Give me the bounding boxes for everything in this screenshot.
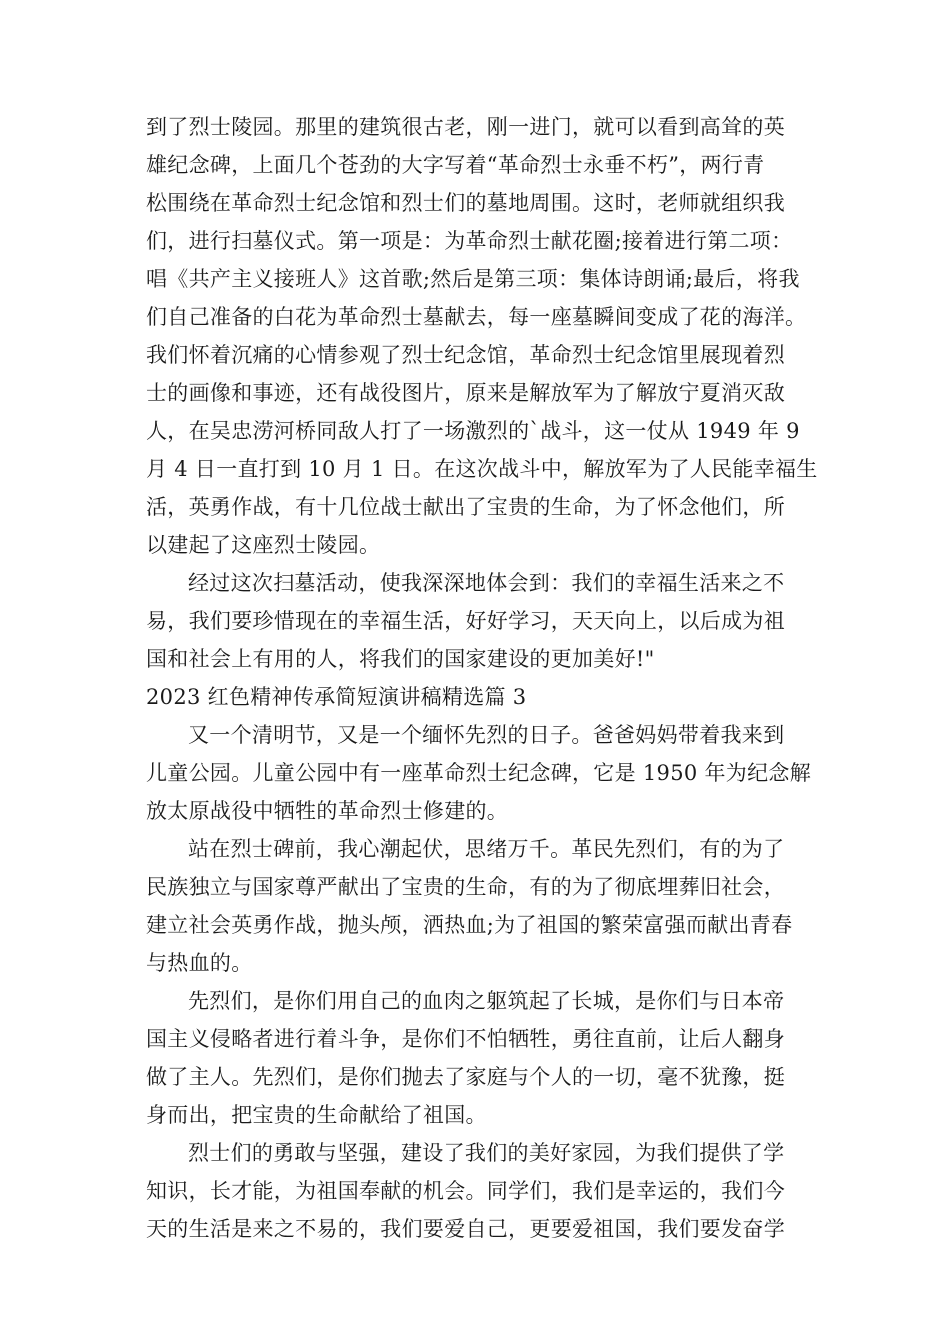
- text-line: 们自己准备的白花为革命烈士墓献去，每一座墓瞬间变成了花的海洋。: [146, 305, 807, 329]
- text-line: 身而出，把宝贵的生命献给了祖国。: [146, 1103, 487, 1127]
- text-line: 建立社会英勇作战，抛头颅，洒热血;为了祖国的繁荣富强而献出青春: [146, 913, 793, 937]
- text-line: 又一个清明节，又是一个缅怀先烈的日子。爸爸妈妈带着我来到: [188, 723, 785, 747]
- text-line: 与热血的。: [146, 951, 253, 975]
- text-line: 先烈们，是你们用自己的血肉之躯筑起了长城，是你们与日本帝: [188, 989, 785, 1013]
- text-line: 国和社会上有用的人，将我们的国家建设的更加美好!": [146, 647, 655, 671]
- text-line: 活，英勇作战，有十几位战士献出了宝贵的生命，为了怀念他们，所: [146, 495, 785, 519]
- text-line: 国主义侵略者进行着斗争，是你们不怕牺牲，勇往直前，让后人翻身: [146, 1027, 785, 1051]
- text-line: 民族独立与国家尊严献出了宝贵的生命，有的为了彻底埋葬旧社会，: [146, 875, 785, 899]
- text-line: 以建起了这座烈士陵园。: [146, 533, 381, 557]
- text-line: 做了主人。先烈们，是你们抛去了家庭与个人的一切，毫不犹豫，挺: [146, 1065, 785, 1089]
- text-line: 士的画像和事迹，还有战役图片，原来是解放军为了解放宁夏消灭敌: [146, 381, 785, 405]
- text-line: 我们怀着沉痛的心情参观了烈士纪念馆，革命烈士纪念馆里展现着烈: [146, 343, 785, 367]
- text-line: 放太原战役中牺牲的革命烈士修建的。: [146, 799, 509, 823]
- text-line: 们，进行扫墓仪式。第一项是：为革命烈士献花圈;接着进行第二项：: [146, 229, 793, 253]
- text-line: 雄纪念碑，上面几个苍劲的大字写着“革命烈士永垂不朽”，两行青: [146, 153, 765, 177]
- text-line: 人，在吴忠涝河桥同敌人打了一场激烈的`战斗，这一仗从 1949 年 9: [146, 419, 800, 443]
- text-line: 天的生活是来之不易的，我们要爱自己，更要爱祖国，我们要发奋学: [146, 1217, 785, 1241]
- text-line: 站在烈士碑前，我心潮起伏，思绪万千。革民先烈们，有的为了: [188, 837, 785, 861]
- document-body: [146, 108, 826, 1248]
- text-line: 松围绕在革命烈士纪念馆和烈士们的墓地周围。这时，老师就组织我: [146, 191, 785, 215]
- text-line: 易，我们要珍惜现在的幸福生活，好好学习，天天向上，以后成为祖: [146, 609, 785, 633]
- text-line: 月 4 日一直打到 10 月 1 日。在这次战斗中，解放军为了人民能幸福生: [146, 457, 818, 481]
- text-line: 烈士们的勇敢与坚强，建设了我们的美好家园，为我们提供了学: [188, 1141, 785, 1165]
- text-line: 经过这次扫墓活动，使我深深地体会到：我们的幸福生活来之不: [188, 571, 785, 595]
- text-line: 唱《共产主义接班人》这首歌;然后是第三项：集体诗朗诵;最后，将我: [146, 267, 800, 291]
- text-line: 到了烈士陵园。那里的建筑很古老，刚一进门，就可以看到高耸的英: [146, 115, 785, 139]
- text-line: 知识，长才能，为祖国奉献的机会。同学们，我们是幸运的，我们今: [146, 1179, 785, 1203]
- text-line: 儿童公园。儿童公园中有一座革命烈士纪念碑，它是 1950 年为纪念解: [146, 761, 811, 785]
- text-line: 2023 红色精神传承简短演讲稿精选篇 3: [146, 685, 527, 709]
